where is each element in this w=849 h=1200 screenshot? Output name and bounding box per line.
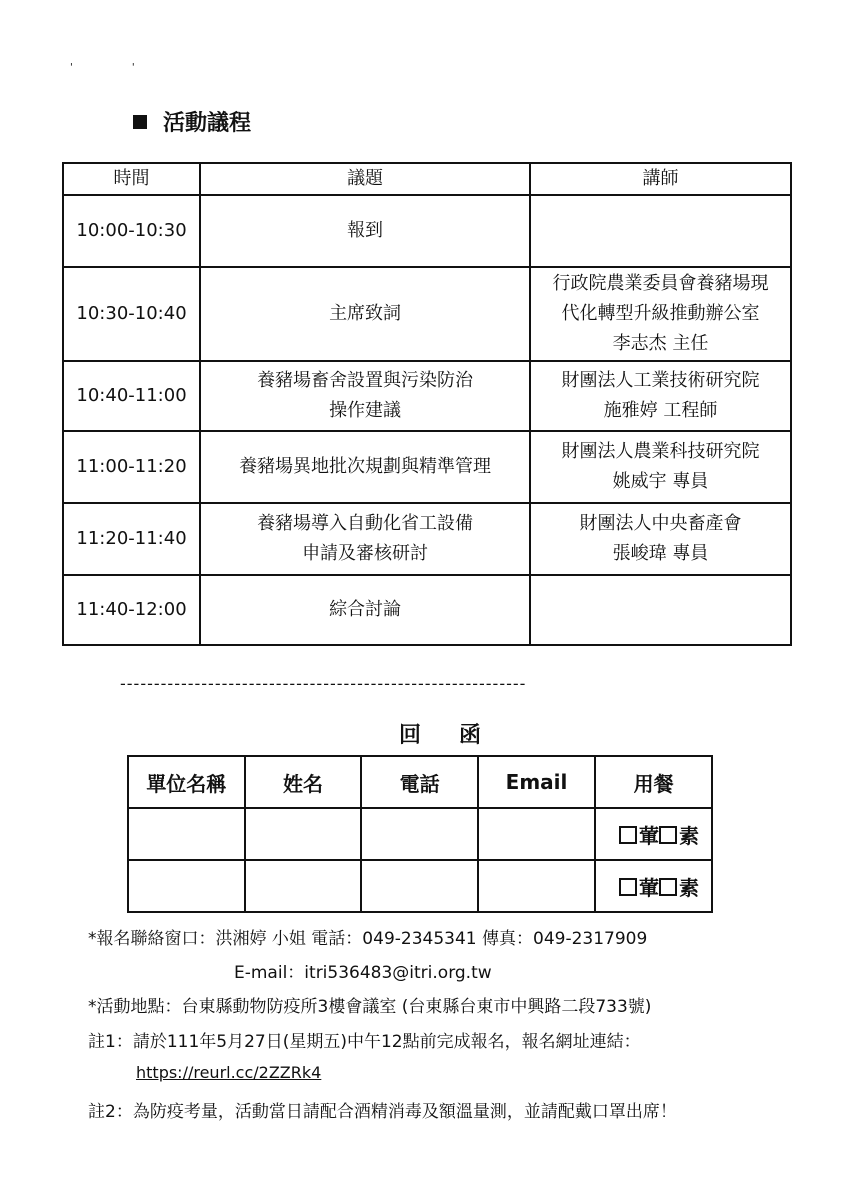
reply-row (128, 860, 712, 912)
veg-label: 素 (679, 823, 699, 848)
meat-checkbox[interactable] (619, 826, 637, 844)
name-field[interactable] (245, 808, 362, 860)
veg-checkbox[interactable] (659, 878, 677, 896)
agenda-topic (200, 503, 530, 575)
email-field[interactable] (478, 860, 595, 912)
agenda-speaker (530, 503, 791, 575)
veg-label: 素 (679, 875, 699, 900)
registration-link[interactable]: https://reurl.cc/2ZZRk4 (136, 1063, 322, 1082)
agenda-time: 11:40-12:00 (63, 575, 200, 645)
header-speaker: 講師 (530, 163, 791, 195)
location-note: *活動地點：台東縣動物防疫所3樓會議室 (台東縣台東市中興路二段733號) (88, 997, 652, 1017)
registration-note: 註1：請於111年5月27日(星期五)中午12點前完成報名，報名網址連結： (88, 1032, 641, 1052)
header-topic: 議題 (200, 163, 530, 195)
speaker-line: 張峻瑋 專員 (612, 543, 709, 564)
agenda-topic (200, 195, 530, 267)
agenda-speaker (530, 431, 791, 503)
scan-marks: ' ' (70, 62, 163, 73)
agenda-topic (200, 267, 530, 361)
speaker-line: 李志杰 主任 (612, 333, 709, 354)
speaker-line: 行政院農業委員會養豬場現 (552, 273, 769, 294)
topic-line: 綜合討論 (329, 599, 402, 620)
agenda-speaker (530, 195, 791, 267)
topic-line: 申請及審核研討 (302, 543, 429, 564)
meat-label: 葷 (639, 875, 659, 900)
agenda-table (62, 162, 792, 646)
phone-field[interactable] (361, 860, 478, 912)
header-unit: 單位名稱 (128, 756, 245, 808)
agenda-time: 11:20-11:40 (63, 503, 200, 575)
meat-checkbox[interactable] (619, 878, 637, 896)
speaker-line: 財團法人工業技術研究院 (561, 370, 760, 391)
topic-line: 主席致詞 (329, 303, 402, 324)
cut-divider: ------------------------------------------------------------ (120, 674, 527, 693)
topic-line: 操作建議 (329, 400, 402, 421)
agenda-row (63, 361, 791, 431)
unit-field[interactable] (128, 860, 245, 912)
veg-checkbox[interactable] (659, 826, 677, 844)
meat-label: 葷 (639, 823, 659, 848)
agenda-speaker (530, 361, 791, 431)
topic-line: 養豬場導入自動化省工設備 (257, 513, 474, 534)
meal-choice (595, 808, 712, 860)
reply-row (128, 808, 712, 860)
agenda-speaker (530, 267, 791, 361)
topic-line: 報到 (347, 220, 384, 241)
meal-choice (595, 860, 712, 912)
name-field[interactable] (245, 860, 362, 912)
agenda-row (63, 431, 791, 503)
agenda-time: 10:00-10:30 (63, 195, 200, 267)
agenda-time: 10:30-10:40 (63, 267, 200, 361)
unit-field[interactable] (128, 808, 245, 860)
agenda-row (63, 195, 791, 267)
contact-note: *報名聯絡窗口：洪湘婷 小姐 電話：049-2345341 傳真：049-2317909 (88, 929, 648, 949)
phone-field[interactable] (361, 808, 478, 860)
reply-form-table (127, 755, 713, 913)
header-meal: 用餐 (595, 756, 712, 808)
square-bullet-icon (133, 115, 147, 129)
topic-line: 養豬場異地批次規劃與精準管理 (239, 456, 492, 477)
agenda-topic (200, 431, 530, 503)
agenda-topic (200, 575, 530, 645)
agenda-header-row (63, 163, 791, 195)
agenda-time: 10:40-11:00 (63, 361, 200, 431)
reply-header-row (128, 756, 712, 808)
speaker-line: 財團法人中央畜產會 (579, 513, 742, 534)
speaker-line: 姚威宇 專員 (612, 471, 709, 492)
contact-email: E-mail：itri536483@itri.org.tw (234, 963, 492, 983)
header-name: 姓名 (245, 756, 362, 808)
email-field[interactable] (478, 808, 595, 860)
agenda-time: 11:00-11:20 (63, 431, 200, 503)
agenda-row (63, 575, 791, 645)
speaker-line: 代化轉型升級推動辦公室 (561, 303, 760, 324)
section-title-text: 活動議程 (163, 111, 252, 136)
agenda-row (63, 267, 791, 361)
reply-title: 回函 (399, 723, 520, 748)
section-title (133, 106, 251, 137)
agenda-speaker (530, 575, 791, 645)
speaker-line: 施雅婷 工程師 (603, 400, 718, 421)
speaker-line: 財團法人農業科技研究院 (561, 441, 760, 462)
header-email: Email (478, 756, 595, 808)
agenda-row (63, 503, 791, 575)
header-phone: 電話 (361, 756, 478, 808)
header-time: 時間 (63, 163, 200, 195)
topic-line: 養豬場畜舍設置與污染防治 (257, 370, 474, 391)
agenda-topic (200, 361, 530, 431)
epidemic-note: 註2：為防疫考量，活動當日請配合酒精消毒及額溫量測，並請配戴口罩出席！ (88, 1102, 677, 1122)
